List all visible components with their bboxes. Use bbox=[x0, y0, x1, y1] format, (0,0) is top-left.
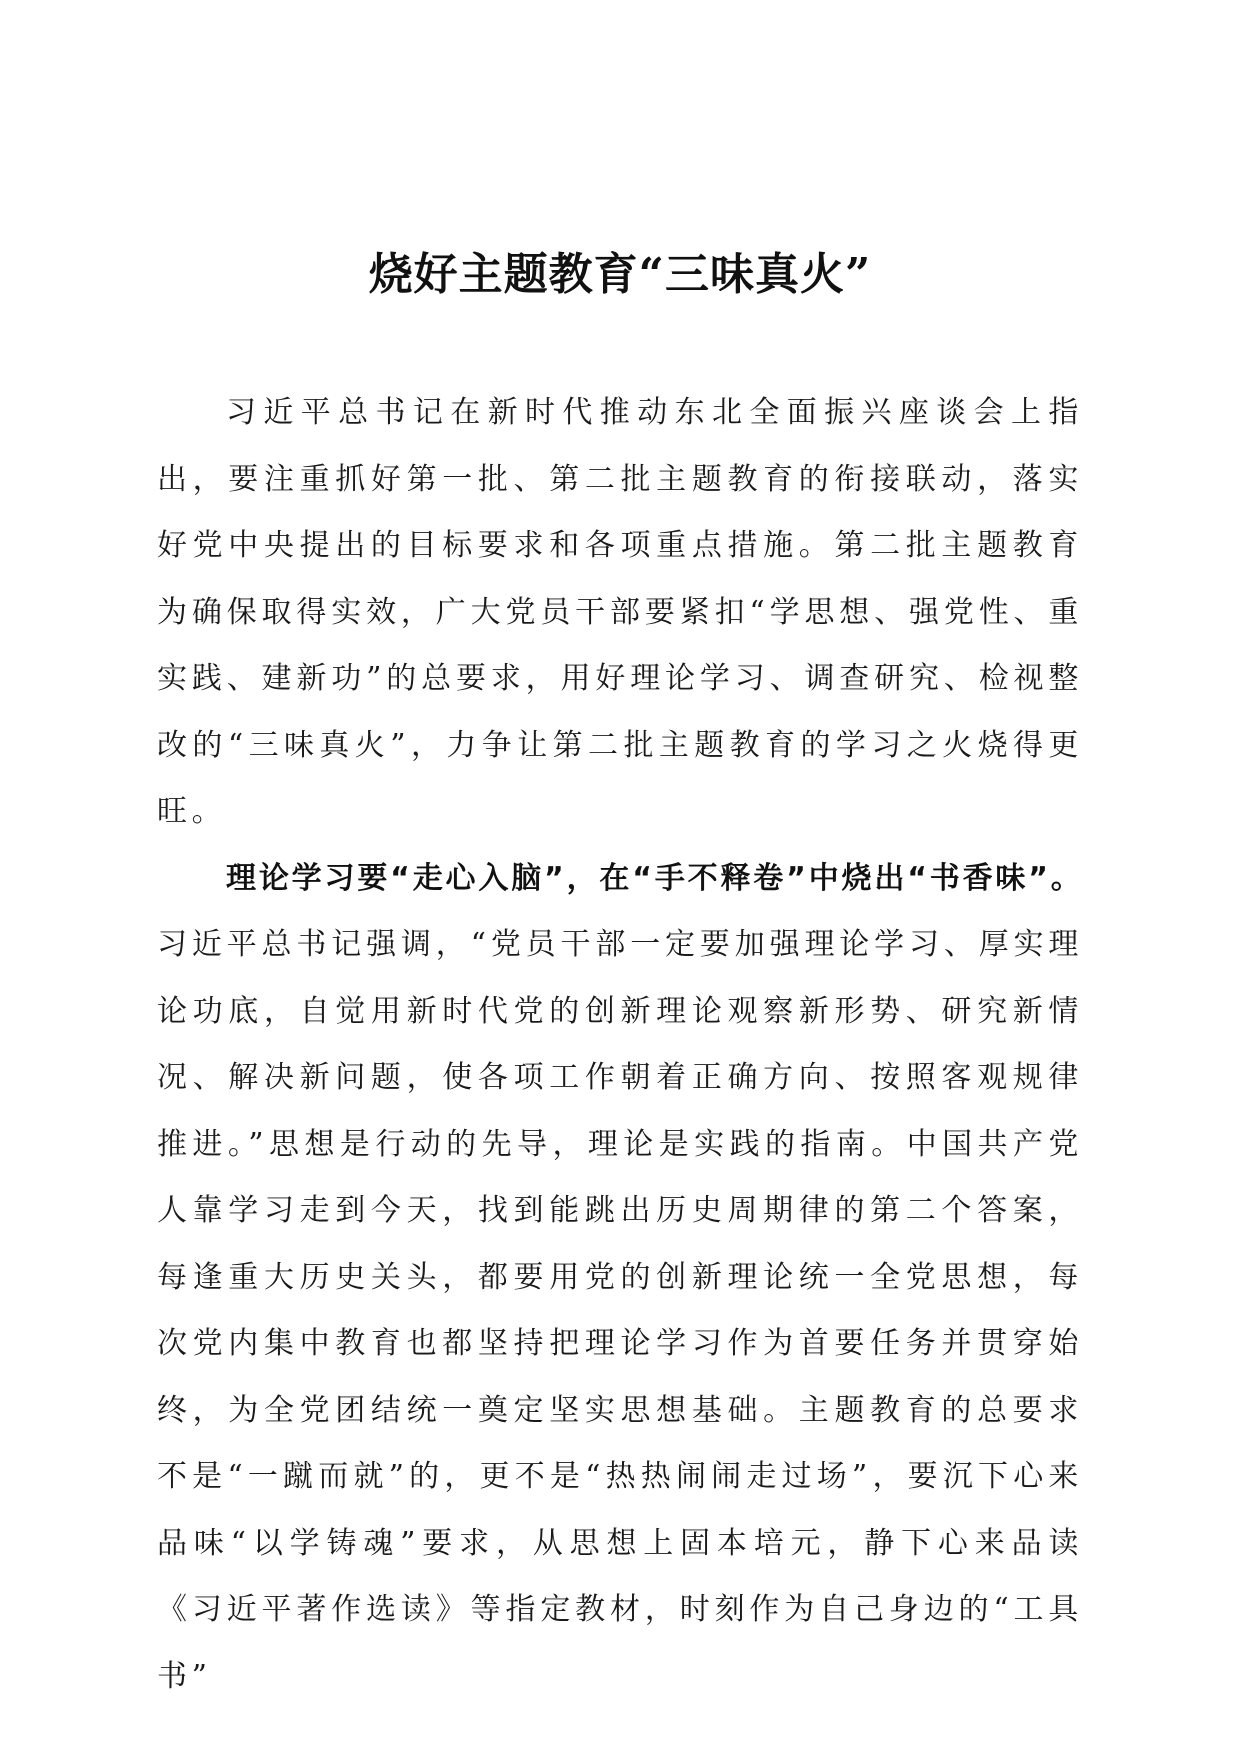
paragraph-text: 习近平总书记强调，“党员干部一定要加强理论学习、厚实理论功底，自觉用新时代党的创新理论观察新形势、研究新情况、解决新问题，使各项工作朝着正确方向、按照客观规律推进。”思想是行动的先导，理论是实践的指南。中国共产党人靠学习走到今天，找到能跳出历史周期律的第二个答案，每逢重大历史关头，都要用党的创新理论统一全党思想，每次党内集中教育也都坚持把理论学习作为首要任务并贯穿始终，为全党团结统一奠定坚实思想基础。主题教育的总要求不是“一蹴而就”的，更不是“热热闹闹走过场”，要沉下心来品味“以学铸魂”要求，从思想上固本培元，静下心来品读《习近平著作选读》等指定教材，时刻作为自己身边的“工具书” bbox=[157, 927, 1083, 1694]
paragraph-text: 习近平总书记在新时代推动东北全面振兴座谈会上指出，要注重抓好第一批、第二批主题教育的衔接联动，落实好党中央提出的目标要求和各项重点措施。第二批主题教育为确保取得实效，广大党员干部要紧扣“学思想、强党性、重实践、建新功”的总要求，用好理论学习、调查研究、检视整改的“三味真火”，力争让第二批主题教育的学习之火烧得更旺。 bbox=[157, 395, 1083, 829]
document-title: 烧好主题教育“三味真火” bbox=[368, 249, 872, 300]
paragraph-intro bbox=[157, 380, 1083, 846]
paragraph-lead-heading: 理论学习要“走心入脑”，在“手不释卷”中烧出“书香味”。 bbox=[226, 860, 1083, 896]
paragraph-theory-study bbox=[157, 846, 1083, 1711]
document-body bbox=[157, 380, 1083, 1710]
